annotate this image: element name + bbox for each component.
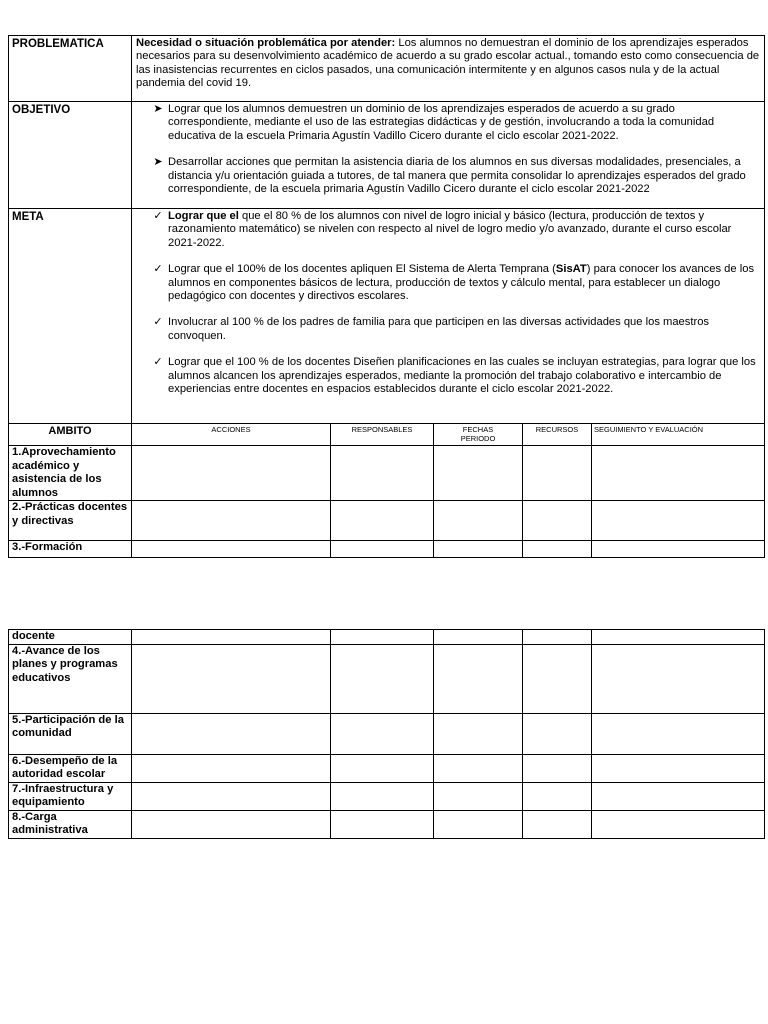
objetivo-item-text: Lograr que los alumnos demuestren un dominio de los aprendizajes esperados de acuerdo a su grado correspondiente, mediante el uso de las estrategias didácticas y de gestión, involucrando a toda la comunidad educativa de la escuela Primaria Agustín Vadillo Cicero durante el ciclo escolar 2021-2022. [168,103,715,142]
sisat-acronym: SisAT [555,263,587,276]
arrow-bullet-icon: ➤ [153,156,163,169]
responsables-cell [331,446,434,501]
ambito-cell: 1.Aprovechamiento académico y asistencia de los alumnos [9,446,132,501]
meta-item-text: Lograr que el 100% de los docentes apliquen El Sistema de Alerta Temprana ( [168,263,556,276]
arrow-bullet-icon: ➤ [153,103,163,115]
header-recursos: RECURSOS [523,424,592,446]
meta-item [148,210,762,250]
ambito-cell: 2.-Prácticas docentes y directivas [9,501,132,541]
responsables-cell [331,501,434,541]
meta-item-text: Lograr que el 100 % de los docentes Diseñen planificaciones en las cuales se incluyan estrategias, para lograr que los alumnos alcancen los aprendizajes esperados, mediante la promoción del trabajo colaborativo e intercambio de experiencias entre docentes en espacios establecidos durante el ciclo escolar 2021-2022. [168,356,756,396]
plan-table [8,35,765,558]
problematica-text: Los alumnos no demuestran el dominio de los aprendizajes esperados necesarios para su desenvolvimiento académico de acuerdo a su grado escolar actual., tomando esto como consecuencia de las inasistencias recurrentes en ciclos pasados, una comunicación intermitente y en algunos casos nula y de la actual pandemia del covid 19. [136,37,760,90]
acciones-cell [132,541,331,558]
meta-item-text: ) para conocer los avances de los alumnos en componentes básicos de lectura, producción de textos y cálculo mental, para establecer un dialogo pedagógico con docentes y directivos escolares. [168,263,755,303]
meta-item [148,356,762,396]
check-icon: ✓ [153,263,163,276]
table-row [9,541,765,558]
table-row [9,644,765,713]
header-fechas: FECHAS PERIODO [434,424,523,446]
header-seguimiento: SEGUIMIENTO Y EVALUACIÓN [592,424,765,446]
objetivo-item-text: Desarrollar acciones que permitan la asistencia diaria de los alumnos en sus diversas modalidades, presenciales, a distancia y/u orientación guiada a tutores, de tal manera que permita consolidar lo aprendizajes esperados del grado correspondiente, de la escuela primaria Agustín Vadillo Cicero durante el ciclo escolar 2021-2022 [168,156,746,196]
objetivo-cell [132,102,765,209]
table-row [9,630,765,645]
recursos-cell [523,541,592,558]
meta-cell [132,209,765,424]
acciones-cell [132,446,331,501]
table-row [9,810,765,838]
meta-item [148,263,762,303]
acciones-cell [132,501,331,541]
ambito-cell: 7.-Infraestructura y equipamiento [9,782,132,810]
check-icon: ✓ [153,316,163,329]
recursos-cell [523,446,592,501]
seguimiento-cell [592,541,765,558]
ambito-cell: 8.-Carga administrativa [9,810,132,838]
table-row [9,713,765,754]
fechas-cell [434,501,523,541]
ambito-cell: 4.-Avance de los planes y programas educativos [9,644,132,713]
fechas-cell [434,446,523,501]
meta-item [148,316,762,343]
check-icon: ✓ [153,210,163,222]
check-icon: ✓ [153,356,163,369]
ambito-cell: 3.-Formación [9,541,132,558]
meta-label: META [9,209,132,424]
meta-item-text: que el 80 % de los alumnos con nivel de logro inicial y básico (lectura, producción de textos y razonamiento matemático) se nivelen con respecto al nivel de logro medio y/o avanzado, durante el curso escolar 2021-2022. [168,210,732,249]
problematica-label: PROBLEMATICA [9,36,132,102]
table-row [9,754,765,782]
seguimiento-cell [592,501,765,541]
responsables-cell [331,541,434,558]
objetivo-item [148,156,760,196]
plan-table-continued [8,629,765,839]
problematica-cell [132,36,765,102]
seguimiento-cell [592,446,765,501]
header-ambito: AMBITO [9,424,132,446]
problematica-lead: Necesidad o situación problemática por atender: [136,37,396,49]
ambito-cell: docente [9,630,132,645]
recursos-cell [523,501,592,541]
ambito-cell: 6.-Desempeño de la autoridad escolar [9,754,132,782]
meta-item-text: Involucrar al 100 % de los padres de familia para que participen en las diversas actividades que los maestros convoquen. [168,316,710,342]
table-row [9,501,765,541]
table-row [9,782,765,810]
ambito-cell: 5.-Participación de la comunidad [9,713,132,754]
header-acciones: ACCIONES [132,424,331,446]
objetivo-item [148,103,760,143]
meta-item-lead: Lograr que el [168,210,239,222]
table-row [9,446,765,501]
objetivo-label: OBJETIVO [9,102,132,209]
fechas-cell [434,541,523,558]
header-responsables: RESPONSABLES [331,424,434,446]
